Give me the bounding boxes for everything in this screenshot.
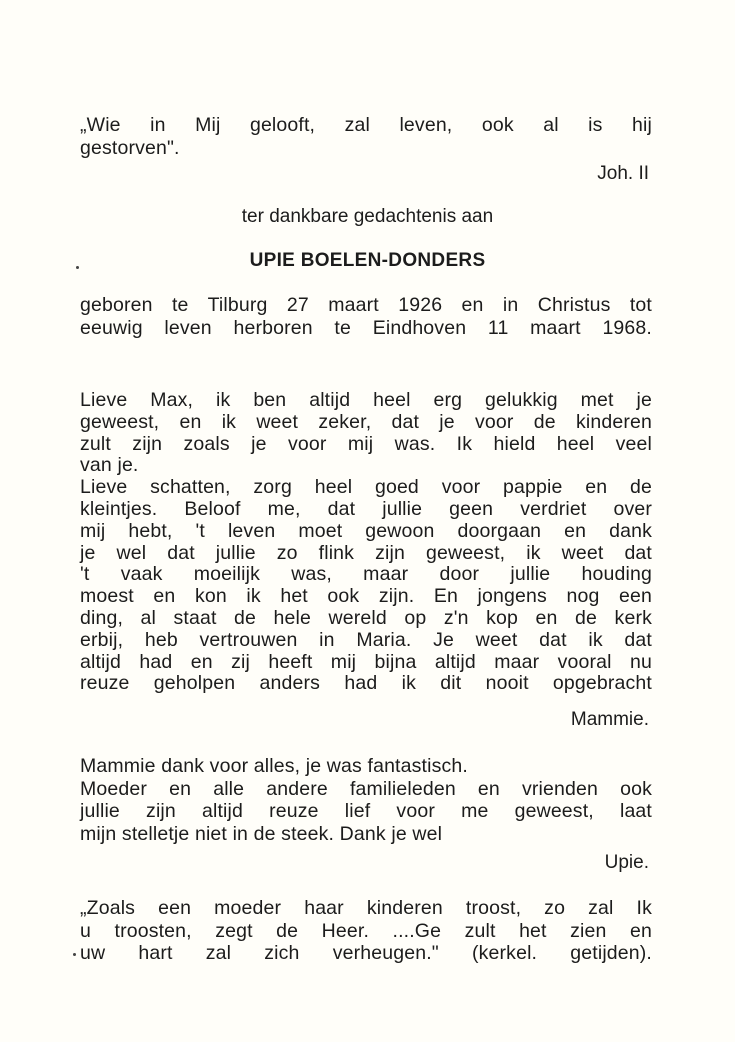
thanks-line: Mammie dank voor alles, je was fantastisch. bbox=[80, 755, 468, 777]
memorial-intro: ter dankbare gedachtenis aan bbox=[241, 206, 494, 227]
message-line: reuze geholpen anders had ik dit nooit opgebracht bbox=[80, 672, 652, 695]
thanks-line: mijn stelletje niet in de steek. Dank je wel bbox=[80, 822, 443, 845]
closing-quote bbox=[80, 897, 652, 965]
closing-quote-line: u troosten, zegt de Heer. ....Ge zult het zien en bbox=[80, 919, 652, 942]
opening-quote-line: „Wie in Mij gelooft, zal leven, ook al is hij bbox=[80, 114, 652, 136]
dates-line: eeuwig leven herboren te Eindhoven 11 maart 1968. bbox=[80, 316, 652, 339]
message-line: kleintjes. Beloof me, dat jullie geen verdriet over bbox=[80, 497, 652, 520]
message-line: erbij, heb vertrouwen in Maria. Je weet dat ik dat bbox=[80, 628, 652, 651]
mammie-signature: Mammie. bbox=[570, 709, 649, 730]
closing-quote-line: „Zoals een moeder haar kinderen troost, zo zal Ik bbox=[80, 897, 652, 919]
thanks-line: Moeder en alle andere familieleden en vrienden ook bbox=[80, 777, 652, 800]
message-line: 't vaak moeilijk was, maar door jullie houding bbox=[80, 563, 652, 586]
opening-quote-line: gestorven". bbox=[80, 136, 180, 159]
message-line: zult zijn zoals je voor mij was. Ik hield heel veel bbox=[80, 432, 652, 455]
thanks-line: jullie zijn altijd reuze lief voor me geweest, laat bbox=[80, 800, 652, 822]
upie-signature: Upie. bbox=[604, 852, 649, 873]
message-line: Lieve Max, ik ben altijd heel erg gelukkig met je bbox=[80, 389, 652, 411]
message-line: ding, al staat de hele wereld op z'n kop en de kerk bbox=[80, 606, 652, 629]
message-line: Lieve schatten, zorg heel goed voor pappie en de bbox=[80, 476, 652, 499]
farewell-message bbox=[80, 390, 652, 695]
deceased-name: UPIE BOELEN-DONDERS bbox=[249, 250, 486, 271]
birth-death-dates bbox=[80, 294, 652, 339]
message-line: mij hebt, 't leven moet gewoon doorgaan en dank bbox=[80, 519, 652, 542]
message-line: altijd had en zij heeft mij bijna altijd maar vooral nu bbox=[80, 650, 652, 673]
message-line: geweest, en ik weet zeker, dat je voor de kinderen bbox=[80, 410, 652, 433]
message-line: moest en kon ik het ook zijn. En jongens nog een bbox=[80, 585, 652, 608]
print-speck bbox=[73, 953, 76, 956]
opening-quote bbox=[80, 114, 652, 159]
dates-line: geboren te Tilburg 27 maart 1926 en in Christus tot bbox=[80, 294, 652, 316]
closing-quote-line: uw hart zal zich verheugen." (kerkel. getijden). bbox=[80, 942, 652, 964]
message-line: van je. bbox=[80, 454, 139, 477]
message-line: je wel dat jullie zo flink zijn geweest, ik weet dat bbox=[80, 541, 652, 564]
print-speck bbox=[76, 266, 79, 269]
thanks-message bbox=[80, 755, 652, 845]
scripture-reference: Joh. II bbox=[597, 163, 649, 184]
